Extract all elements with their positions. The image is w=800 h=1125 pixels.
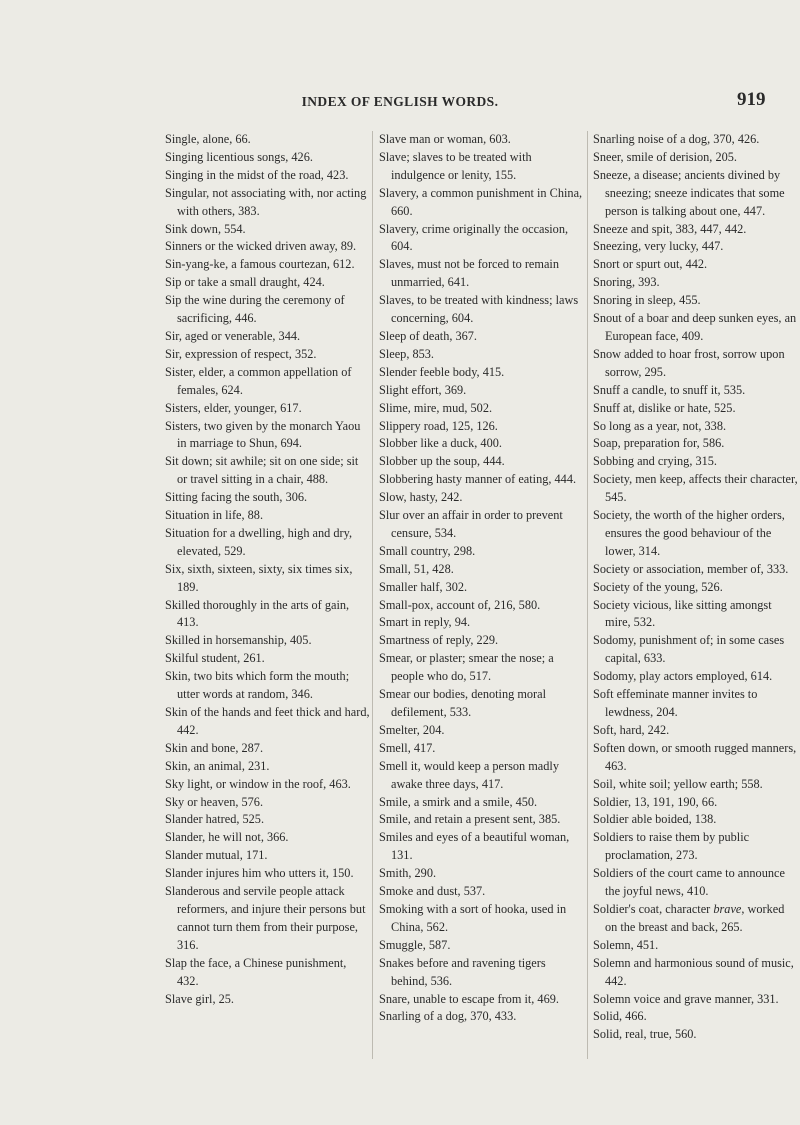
index-entry: Situation in life, 88. — [165, 508, 264, 523]
index-entry: Smith, 290. — [379, 866, 437, 881]
index-entry: Sneeze, a disease; ancients divined by sneezing; sneeze indicates that some person is talking about one, 447. — [593, 167, 785, 218]
index-entry: Slanderous and servile people attack reformers, and injure their persons but cannot turn them from their purpose, 316. — [165, 884, 366, 952]
index-entry: Soap, preparation for, 586. — [593, 436, 725, 451]
index-entry: Snuff a candle, to snuff it, 535. — [593, 382, 746, 397]
index-entry: Sisters, elder, younger, 617. — [165, 400, 302, 415]
index-entry: Sir, expression of respect, 352. — [165, 346, 317, 361]
index-entry: Smuggle, 587. — [379, 937, 451, 952]
index-entry: Soldiers to raise them by public proclamation, 273. — [593, 830, 750, 863]
index-entry: Sodomy, punishment of; in some cases capital, 633. — [593, 633, 785, 666]
index-entry: Slobber up the soup, 444. — [379, 454, 505, 469]
index-entry: Soldier able boided, 138. — [593, 812, 717, 827]
index-entry: Slave man or woman, 603. — [379, 132, 511, 146]
index-entry: Slobber like a duck, 400. — [379, 436, 502, 451]
index-entry: Snout of a boar and deep sunken eyes, an European face, 409. — [593, 311, 797, 343]
index-entry: Slave girl, 25. — [165, 991, 234, 1006]
column-divider — [372, 131, 373, 1059]
index-entry: Slippery road, 125, 126. — [379, 418, 498, 433]
index-entry: Snoring in sleep, 455. — [593, 293, 701, 308]
index-entry: Small country, 298. — [379, 543, 476, 558]
page-header — [0, 0, 800, 130]
index-entry: Sleep of death, 367. — [379, 328, 478, 343]
index-entry: Solid, real, true, 560. — [593, 1027, 697, 1042]
column-divider — [587, 131, 588, 1059]
index-entry: Smoke and dust, 537. — [379, 884, 486, 899]
index-entry: Snakes before and ravening tigers behind, 536. — [379, 955, 546, 988]
index-entry: Soil, white soil; yellow earth; 558. — [593, 776, 763, 791]
index-entry: Slap the face, a Chinese punishment, 432. — [165, 955, 347, 988]
index-entry: Slander mutual, 171. — [165, 848, 268, 863]
index-entry: Solemn, 451. — [593, 937, 659, 952]
index-entry: Sneezing, very lucky, 447. — [593, 239, 724, 254]
index-entry: Slaves, to be treated with kindness; laws concerning, 604. — [379, 293, 579, 326]
index-entry: Smile, and retain a present sent, 385. — [379, 812, 561, 827]
index-entry: Snuff at, dislike or hate, 525. — [593, 400, 736, 415]
index-entry: Soften down, or smooth rugged manners, 463. — [593, 740, 797, 773]
index-column-2 — [379, 131, 584, 1121]
index-entry: Smell it, would keep a person madly awake three days, 417. — [379, 758, 559, 791]
index-column-3 — [593, 131, 798, 1121]
index-entry: Solid, 466. — [593, 1009, 647, 1024]
index-entry: Snarling noise of a dog, 370, 426. — [593, 132, 760, 146]
index-entry: Singing in the midst of the road, 423. — [165, 167, 349, 182]
index-entry: Sit down; sit awhile; sit on one side; sit or travel sitting in a chair, 488. — [165, 454, 359, 487]
index-entry: Snare, unable to escape from it, 469. — [379, 991, 559, 1006]
index-entry: Singular, not associating with, nor acting with others, 383. — [165, 185, 367, 218]
index-entry: Smear, or plaster; smear the nose; a people who do, 517. — [379, 651, 554, 684]
index-entry: Sip or take a small draught, 424. — [165, 275, 325, 290]
index-entry: Slender feeble body, 415. — [379, 364, 505, 379]
index-entry: Skilled thoroughly in the arts of gain, 413. — [165, 597, 350, 630]
index-entry: Skin and bone, 287. — [165, 740, 264, 755]
index-entry: Smear our bodies, denoting moral defilement, 533. — [379, 687, 546, 719]
index-entry: Smelter, 204. — [379, 722, 445, 737]
index-entry: Soldier's coat, character brave, worked on the breast and back, 265. — [593, 901, 785, 934]
index-entry: Sip the wine during the ceremony of sacrificing, 446. — [165, 293, 345, 326]
index-entry: Smoking with a sort of hooka, used in China, 562. — [379, 901, 567, 934]
index-entry: Snort or spurt out, 442. — [593, 257, 708, 272]
index-entry: Society, men keep, affects their character, 545. — [593, 472, 798, 505]
index-entry: Slur over an affair in order to prevent censure, 534. — [379, 508, 563, 540]
index-entry: Slime, mire, mud, 502. — [379, 400, 493, 415]
index-entry: So long as a year, not, 338. — [593, 418, 727, 433]
index-entry: Smartness of reply, 229. — [379, 633, 499, 648]
index-entry: Slobbering hasty manner of eating, 444. — [379, 472, 577, 487]
index-entry: Slander, he will not, 366. — [165, 830, 289, 845]
page-number: 919 — [737, 89, 766, 110]
index-entry: Soldier, 13, 191, 190, 66. — [593, 794, 718, 809]
index-entry: Skin, an animal, 231. — [165, 758, 270, 773]
index-entry: Soft, hard, 242. — [593, 722, 670, 737]
index-entry: Sobbing and crying, 315. — [593, 454, 717, 469]
index-entry: Slavery, crime originally the occasion, 604. — [379, 221, 569, 254]
index-entry: Six, sixth, sixteen, sixty, six times six, 189. — [165, 561, 353, 594]
index-entry: Sneeze and spit, 383, 447, 442. — [593, 221, 747, 236]
index-entry: Society of the young, 526. — [593, 579, 723, 594]
index-entry: Society, the worth of the higher orders, ensures the good behaviour of the lower, 314. — [593, 508, 785, 558]
index-entry: Skilled in horsemanship, 405. — [165, 633, 312, 648]
index-entry: Skilful student, 261. — [165, 651, 265, 666]
index-entry: Sisters, two given by the monarch Yaou in marriage to Shun, 694. — [165, 418, 361, 451]
index-entry: Slavery, a common punishment in China, 660. — [379, 185, 583, 218]
index-entry: Single, alone, 66. — [165, 132, 251, 146]
index-entry: Smell, 417. — [379, 740, 436, 755]
index-entry: Situation for a dwelling, high and dry, elevated, 529. — [165, 525, 353, 558]
index-entry: Society or association, member of, 333. — [593, 561, 789, 576]
index-entry: Slander hatred, 525. — [165, 812, 265, 827]
index-entry: Sin-yang-ke, a famous courtezan, 612. — [165, 257, 355, 272]
index-entry: Sinners or the wicked driven away, 89. — [165, 239, 357, 254]
index-entry: Smaller half, 302. — [379, 579, 468, 594]
index-entry: Soldiers of the court came to announce the joyful news, 410. — [593, 866, 785, 899]
index-entry: Slander injures him who utters it, 150. — [165, 866, 354, 881]
index-entry: Slave; slaves to be treated with indulgence or lenity, 155. — [379, 149, 532, 182]
index-entry: Skin of the hands and feet thick and hard, 442. — [165, 705, 370, 737]
index-entry: Sitting facing the south, 306. — [165, 490, 308, 505]
index-entry: Small, 51, 428. — [379, 561, 454, 576]
index-entry: Singing licentious songs, 426. — [165, 149, 313, 164]
index-entry: Sky light, or window in the roof, 463. — [165, 776, 351, 791]
index-entry: Skin, two bits which form the mouth; utter words at random, 346. — [165, 669, 350, 702]
index-entry: Sir, aged or venerable, 344. — [165, 328, 301, 343]
index-entry: Snow added to hoar frost, sorrow upon sorrow, 295. — [593, 346, 785, 379]
index-entry: Sleep, 853. — [379, 346, 434, 361]
index-entry: Sneer, smile of derision, 205. — [593, 149, 737, 164]
index-entry: Snoring, 393. — [593, 275, 660, 290]
index-entry: Slow, hasty, 242. — [379, 490, 463, 505]
index-entry: Sister, elder, a common appellation of females, 624. — [165, 364, 352, 397]
index-entry: Smart in reply, 94. — [379, 615, 471, 630]
index-entry: Sky or heaven, 576. — [165, 794, 264, 809]
index-entry: Solemn and harmonious sound of music, 442. — [593, 955, 794, 988]
index-entry: Society vicious, like sitting amongst mire, 532. — [593, 597, 772, 630]
running-title: INDEX OF ENGLISH WORDS. — [301, 94, 499, 109]
index-entry: Solemn voice and grave manner, 331. — [593, 991, 779, 1006]
index-entry: Smiles and eyes of a beautiful woman, 131. — [379, 830, 570, 863]
index-entry: Slight effort, 369. — [379, 382, 467, 397]
index-entry: Smile, a smirk and a smile, 450. — [379, 794, 538, 809]
index-entry: Snarling of a dog, 370, 433. — [379, 1009, 517, 1024]
index-entry: Soft effeminate manner invites to lewdness, 204. — [593, 687, 758, 719]
index-column-1 — [165, 131, 370, 1121]
index-entry: Slaves, must not be forced to remain unmarried, 641. — [379, 257, 559, 290]
index-entry: Sodomy, play actors employed, 614. — [593, 669, 773, 684]
index-entry: Small-pox, account of, 216, 580. — [379, 597, 541, 612]
index-entry: Sink down, 554. — [165, 221, 246, 236]
